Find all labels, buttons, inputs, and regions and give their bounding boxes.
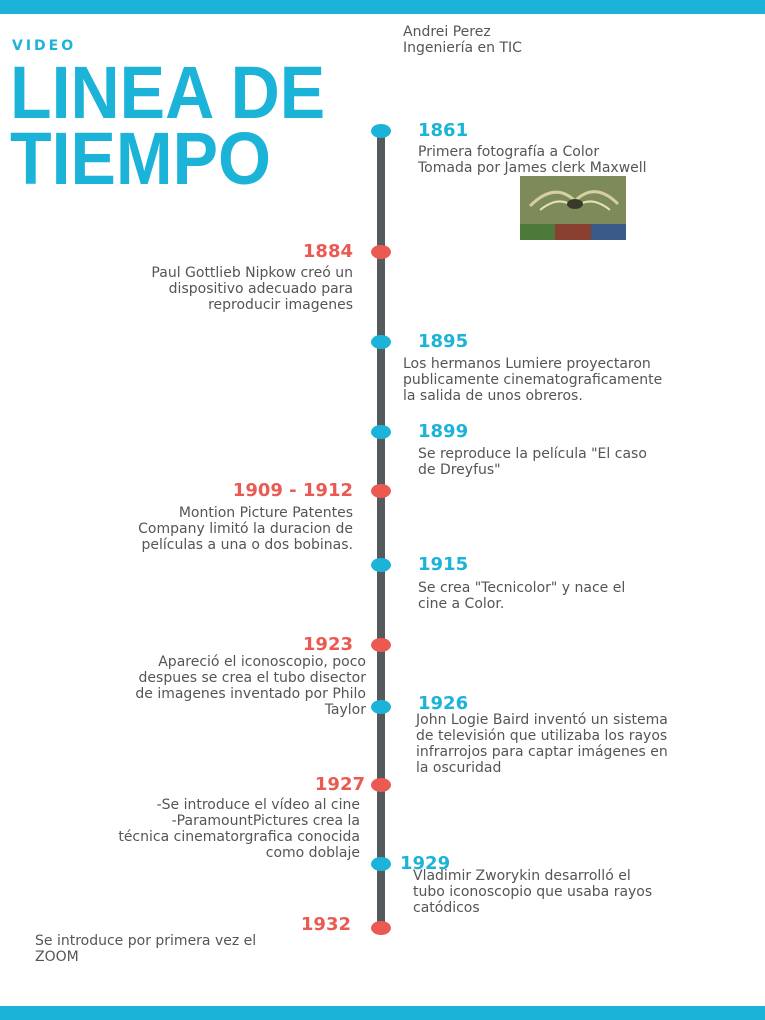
- event-year: 1909 - 1912: [232, 480, 353, 501]
- timeline-dot: [371, 425, 391, 439]
- timeline-dot: [371, 124, 391, 138]
- author-block: [403, 24, 522, 56]
- timeline-dot: [371, 335, 391, 349]
- event-year: 1884: [302, 241, 353, 262]
- timeline-dot: [371, 245, 391, 259]
- bottom-accent-bar: [0, 1006, 765, 1020]
- event-description: Paul Gottlieb Nipkow creó un dispositivo adecuado para reproducir imagenes: [151, 265, 353, 313]
- event-description: Vladimir Zworykin desarrolló el tubo iconoscopio que usaba rayos catódicos: [413, 868, 653, 916]
- color-photograph-image: [520, 176, 626, 240]
- section-eyebrow: VIDEO: [12, 38, 77, 54]
- event-year: 1895: [418, 331, 469, 352]
- timeline-dot: [371, 921, 391, 935]
- event-year: 1915: [418, 554, 469, 575]
- event-year: 1923: [302, 634, 353, 655]
- event-description: Apareció el iconoscopio, poco despues se crea el tubo disector de imagenes inventado por Philo Taylor: [135, 654, 366, 718]
- event-description: Se introduce por primera vez el ZOOM: [35, 933, 257, 965]
- author-name: Andrei Perez: [403, 24, 491, 40]
- timeline-dot: [371, 638, 391, 652]
- event-year: 1932: [300, 914, 351, 935]
- event-description: -Se introduce el vídeo al cine -ParamountPictures crea la técnica cinematorgrafica conocida como doblaje: [118, 797, 360, 861]
- timeline-dot: [371, 700, 391, 714]
- event-description: Los hermanos Lumiere proyectaron publicamente cinematograficamente la salida de unos obreros.: [403, 356, 663, 404]
- page-title: LINEA DE TIEMPO: [10, 51, 326, 200]
- event-year: 1899: [418, 421, 469, 442]
- timeline-dot: [371, 484, 391, 498]
- event-year: 1929: [400, 853, 451, 874]
- event-year: 1926: [418, 693, 469, 714]
- event-description: Se reproduce la película "El caso de Dreyfus": [418, 446, 647, 478]
- timeline-dot: [371, 778, 391, 792]
- event-description: John Logie Baird inventó un sistema de televisión que utilizaba los rayos infrarrojos para captar imágenes en la oscuridad: [416, 712, 668, 776]
- timeline-dot: [371, 558, 391, 572]
- event-year: 1927: [314, 774, 365, 795]
- timeline-dot: [371, 857, 391, 871]
- event-year: 1861: [418, 120, 469, 141]
- event-description: Montion Picture Patentes Company limitó la duracion de películas a una o dos bobinas.: [138, 505, 353, 553]
- author-program: Ingeniería en TIC: [403, 40, 522, 56]
- event-description: Primera fotografía a Color Tomada por James clerk Maxwell: [418, 144, 647, 176]
- top-accent-bar: [0, 0, 765, 14]
- event-description: Se crea "Tecnicolor" y nace el cine a Color.: [418, 580, 626, 612]
